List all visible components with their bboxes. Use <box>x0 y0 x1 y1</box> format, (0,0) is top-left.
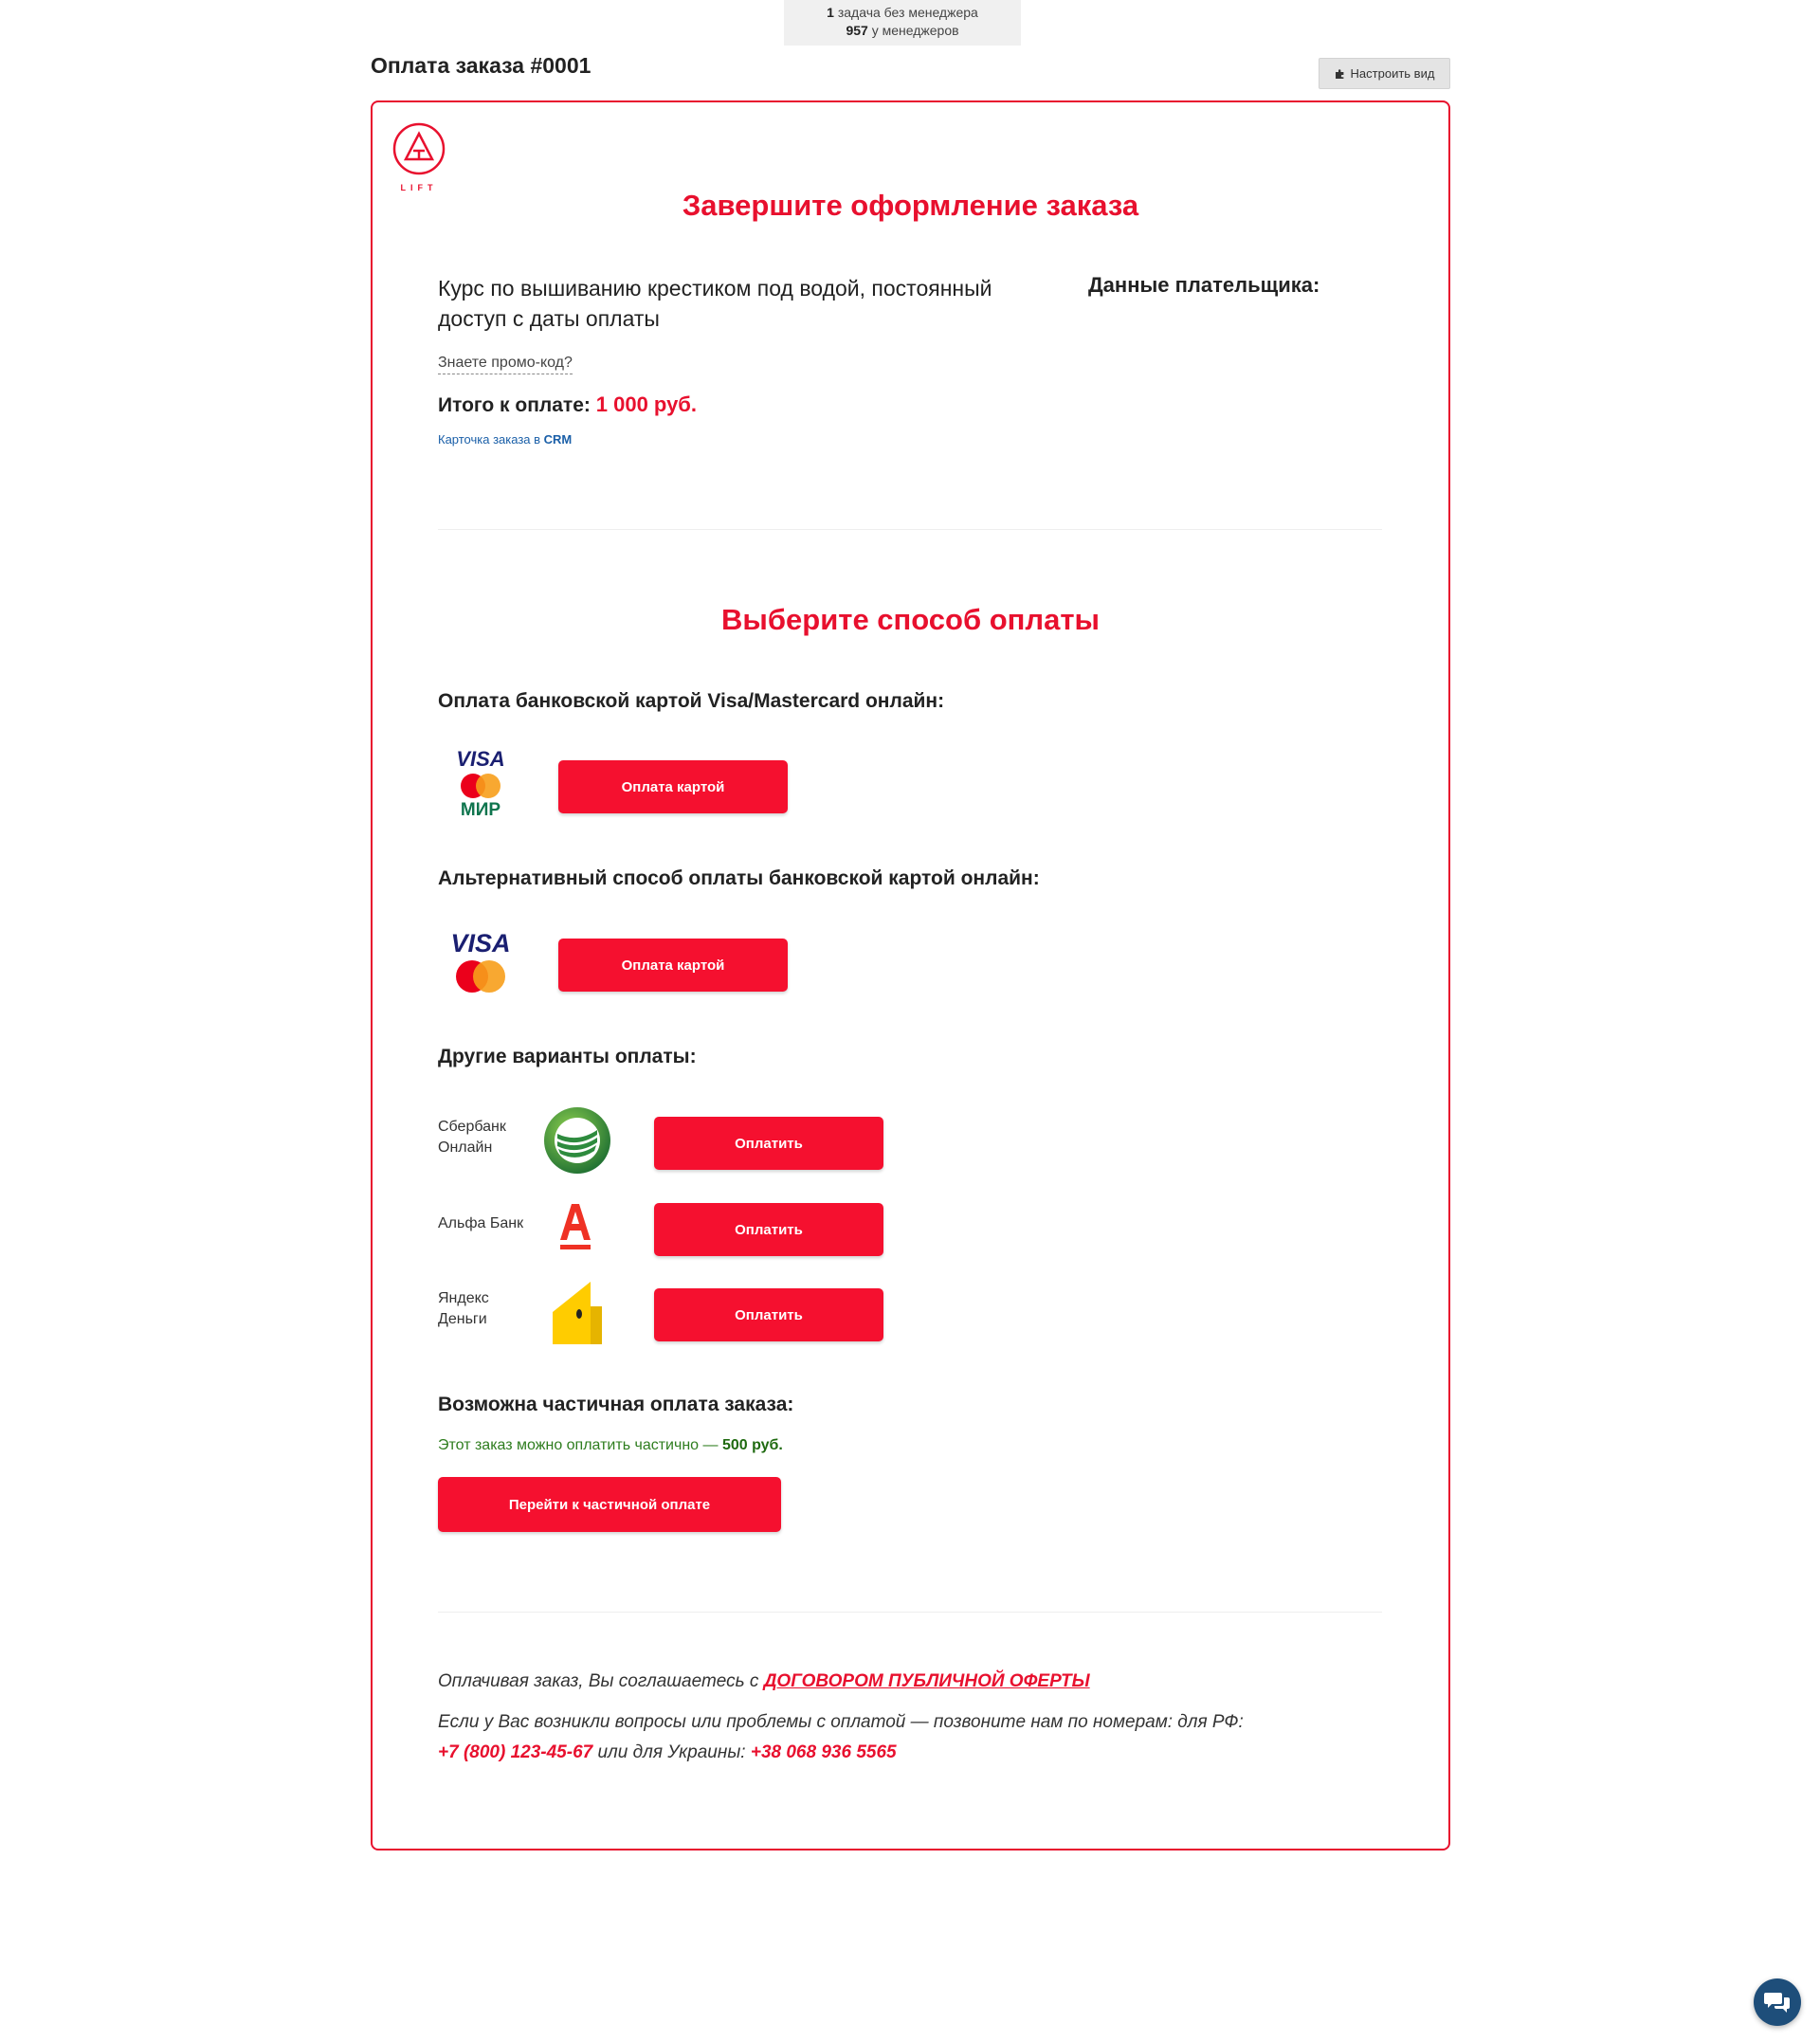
ukraine-text: или для Украины: <box>592 1742 751 1762</box>
partial-payment-note <box>438 1437 783 1454</box>
choose-method-heading: Выберите способ оплаты <box>721 603 1100 636</box>
sberbank-label-line1: Сбербанк <box>438 1119 506 1135</box>
total-label: Итого к оплате: <box>438 394 591 416</box>
unassigned-label: задача без менеджера <box>833 5 978 20</box>
questions-text: Если у Вас возникли вопросы или проблемы с оплатой — позвоните нам по номерам: для РФ: <box>438 1712 1244 1732</box>
order-total <box>438 392 697 417</box>
yandex-label-line2: Деньги <box>438 1311 487 1327</box>
yandex-money-icon <box>549 1276 604 1346</box>
puzzle-icon <box>1335 68 1346 80</box>
alfabank-icon <box>556 1200 594 1253</box>
logo-text: LIFT <box>400 183 438 192</box>
payment-card <box>371 100 1450 1851</box>
customize-view-button[interactable] <box>1319 58 1450 89</box>
visa-mc-mir-logo <box>450 747 511 821</box>
yandex-pay-button[interactable]: Оплатить <box>654 1288 883 1341</box>
sberbank-pay-button[interactable]: Оплатить <box>654 1117 883 1170</box>
total-price: 1 000 руб. <box>595 392 698 416</box>
visa-logo-text: VISA <box>456 747 505 771</box>
mir-logo-text: МИР <box>460 800 501 820</box>
crm-link-bold: CRM <box>543 432 573 447</box>
promo-code-link[interactable]: Знаете промо-код? <box>438 355 573 374</box>
visa-logo-text-alt: VISA <box>450 929 511 957</box>
payer-data-label: Данные плательщика: <box>1088 273 1320 297</box>
agree-text: Оплачивая заказ, Вы соглашаетесь с <box>438 1671 764 1691</box>
mastercard-icon-alt <box>446 958 515 994</box>
customize-view-label: Настроить вид <box>1350 66 1435 81</box>
lift-logo-icon <box>391 121 446 176</box>
partial-note-text: Этот заказ можно оплатить частично — <box>438 1437 722 1453</box>
offer-agreement-text <box>438 1667 1090 1697</box>
partial-payment-section-title: Возможна частичная оплата заказа: <box>438 1394 794 1415</box>
pay-card-alt-button[interactable]: Оплата картой <box>558 939 788 992</box>
unassigned-tasks-stats[interactable] <box>784 0 1021 46</box>
product-name: Курс по вышиванию крестиком под водой, постоянный доступ с даты оплаты <box>438 276 992 331</box>
support-contacts-text <box>438 1707 1386 1768</box>
alfabank-label <box>438 1213 523 1234</box>
sberbank-label-line2: Онлайн <box>438 1140 493 1156</box>
alt-card-payment-section-title: Альтернативный способ оплаты банковской картой онлайн: <box>438 867 1040 889</box>
alfabank-label-line1: Альфа Банк <box>438 1215 524 1231</box>
other-options-section-title: Другие варианты оплаты: <box>438 1046 697 1067</box>
public-offer-link[interactable]: ДОГОВОРОМ ПУБЛИЧНОЙ ОФЕРТЫ <box>763 1671 1090 1691</box>
crm-link-prefix: Карточка заказа в <box>438 432 544 447</box>
sberbank-label <box>438 1117 506 1158</box>
unassigned-count: 1 <box>827 5 834 20</box>
divider <box>438 529 1382 530</box>
crm-order-link[interactable] <box>438 432 572 447</box>
lift-logo <box>391 121 446 192</box>
phone-ua-link[interactable]: +38 068 936 5565 <box>750 1742 897 1762</box>
card-payment-section-title: Оплата банковской картой Visa/Mastercard онлайн: <box>438 690 945 712</box>
sberbank-icon <box>542 1105 612 1176</box>
yandex-label-line1: Яндекс <box>438 1290 489 1306</box>
pay-card-button[interactable]: Оплата картой <box>558 760 788 813</box>
yandex-money-label <box>438 1288 489 1330</box>
mastercard-icon <box>450 772 511 800</box>
managers-label: у менеджеров <box>867 23 959 38</box>
visa-mc-logo <box>446 929 515 994</box>
chat-widget-button[interactable] <box>1754 1978 1801 2026</box>
partial-note-amount: 500 руб. <box>721 1437 783 1453</box>
phone-ru-link[interactable]: +7 (800) 123-45-67 <box>438 1742 593 1762</box>
page-title: Оплата заказа #0001 <box>371 53 592 78</box>
finish-order-heading: Завершите оформление заказа <box>682 189 1139 222</box>
partial-payment-button[interactable]: Перейти к частичной оплате <box>438 1477 781 1532</box>
alfabank-pay-button[interactable]: Оплатить <box>654 1203 883 1256</box>
chat-bubbles-icon <box>1764 1990 1791 2015</box>
divider-footer <box>438 1612 1382 1613</box>
managers-count: 957 <box>846 23 868 38</box>
